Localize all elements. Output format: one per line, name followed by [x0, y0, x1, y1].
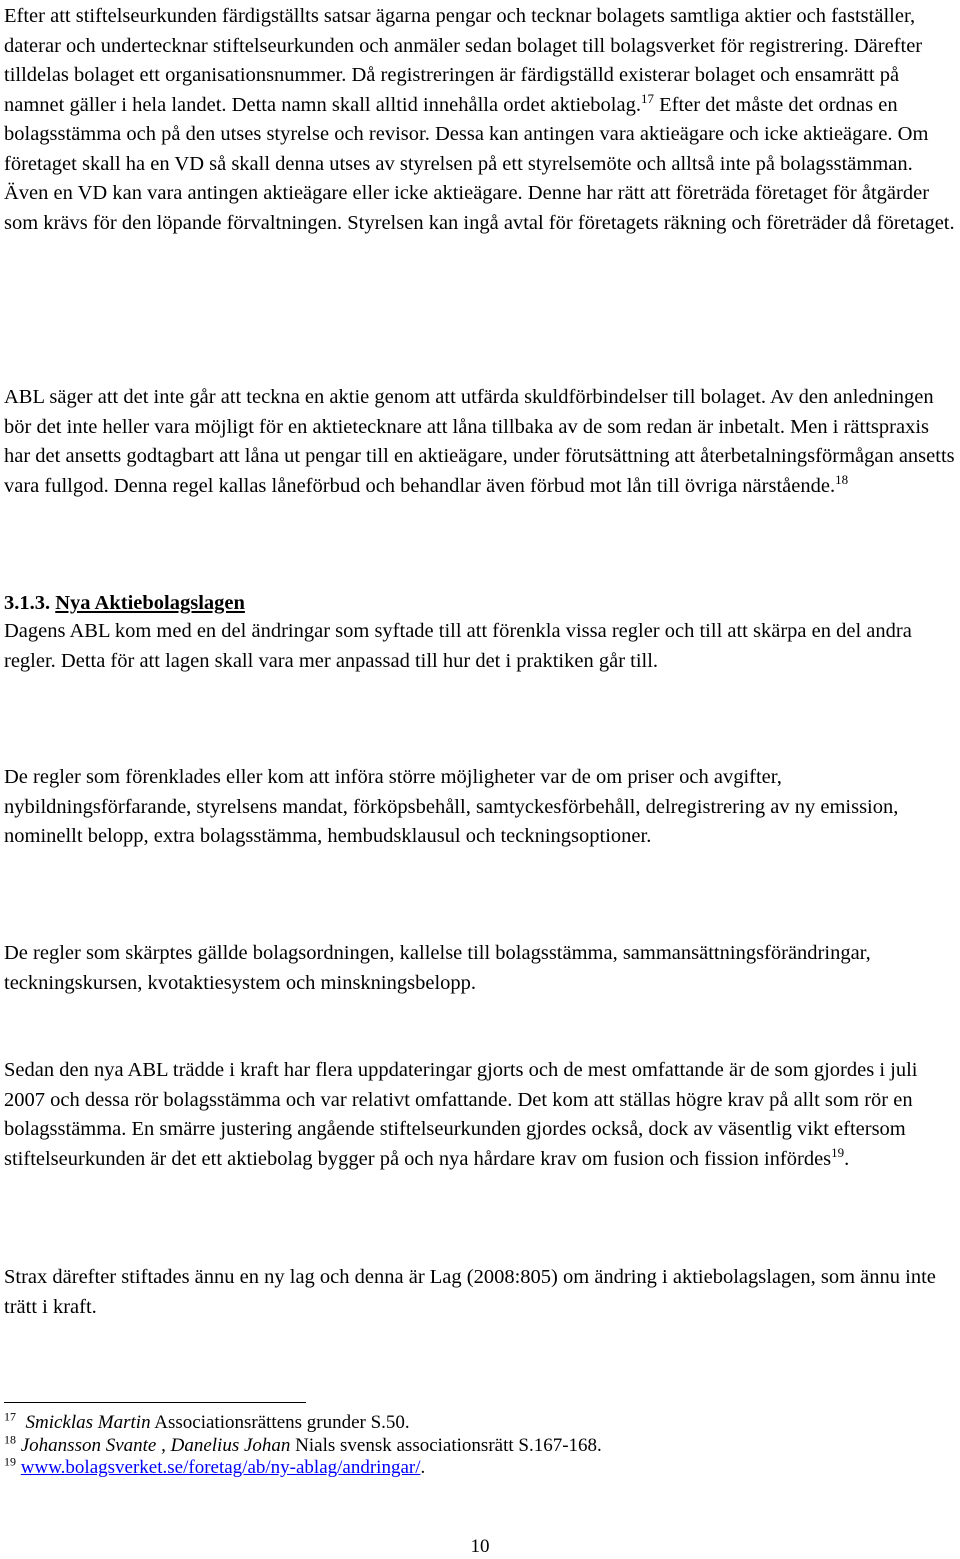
- paragraph-text: Efter det måste det ordnas en bolagsstämma och på den utses styrelse och revisor. Dessa kan antingen vara aktieägare och icke aktieägare. Om företaget skall ha en VD så skall denna utses av styrelsen på ett styrelsemöte och alltså inte på bolagsstämman. Även en VD kan vara antingen aktieägare eller icke aktieägare. Denne har rätt att företräda företaget för åtgärder som krävs för den löpande förvaltningen. Styrelsen kan ingå avtal för företagets räkning och företräder då företaget.: [4, 93, 955, 234]
- footnote-separator: ,: [156, 1434, 171, 1456]
- paragraph-skarpta-regler: [4, 939, 956, 998]
- paragraph-text: Sedan den nya ABL trädde i kraft har flera uppdateringar gjorts och de mest omfattande är de som gjordes i juli 2007 och dessa rör bolagsstämma och var relativt omfattande. Det kom att ställas högre krav på allt som rör en bolagsstämma. En smärre justering angående stiftelseurkunden gjordes också, dock av väsentlig vikt eftersom stiftelseurkunden är det ett aktiebolag bygger på och nya hårdare krav om fusion och fission infördes: [4, 1059, 918, 1170]
- paragraph-dagens-abl: [4, 617, 956, 676]
- footnote-number: 19: [4, 1454, 16, 1469]
- footnote-18: [4, 1432, 956, 1458]
- section-number: 3.1.3.: [4, 592, 56, 614]
- footnote-text: .: [420, 1457, 426, 1478]
- paragraph-text: .: [844, 1147, 850, 1170]
- footnote-text: Nials svensk associationsrätt S.167-168.: [290, 1434, 602, 1456]
- footnote-text: Associationsrättens grunder S.50.: [150, 1412, 410, 1433]
- footnote-author: Smicklas Martin: [25, 1412, 151, 1433]
- paragraph-text: ABL säger att det inte går att teckna en aktie genom att utfärda skuldförbindelser till bolaget. Av den anledningen bör det inte heller vara möjligt för en aktietecknare att låna tillbaka av de som redan är inbetalt. Men i rättspraxis har det ansetts godtagbart att låna ut pengar till en aktieägare, under förutsättning att återbetalningsförmågan ansetts vara fullgod. Denna regel kallas låneförbud och behandlar även förbud mot lån till övriga närstående.: [4, 386, 955, 497]
- footnote-ref-18: 18: [835, 471, 849, 487]
- footnotes: [4, 1409, 956, 1480]
- footnote-number: 18: [4, 1432, 16, 1447]
- footnote-19: [4, 1454, 956, 1480]
- footnote-author: Johansson Svante: [20, 1434, 157, 1456]
- paragraph-ny-lag: [4, 1263, 956, 1322]
- paragraph-text: Efter att stiftelseurkunden färdigställts satsar ägarna pengar och tecknar bolagets samtliga aktier och fastställer, daterar och undertecknar stiftelseurkunden och anmäler sedan bolaget till bolagsverket för registrering. Därefter tilldelas bolaget ett organisationsnummer. Då registreringen är färdigställd existerar bolaget och ensamrätt på namnet gäller i hela landet. Detta namn skall alltid innehålla ordet aktiebolag.: [4, 5, 923, 116]
- footnote-17: [4, 1409, 956, 1435]
- paragraph-text: De regler som förenklades eller kom att införa större möjligheter var de om priser och avgifter, nybildningsförfarande, styrelsens mandat, förköpsbehåll, samtyckesförbehåll, delregistrering av ny emission, nominellt belopp, extra bolagsstämma, hembudsklausul och teckningsoptioner.: [4, 766, 899, 847]
- paragraph-stiftelseurkund: [4, 2, 956, 238]
- page-number: 10: [470, 1536, 490, 1557]
- section-heading: [4, 589, 245, 619]
- paragraph-text: Dagens ABL kom med en del ändringar som syftade till att förenkla vissa regler och till att skärpa en del andra regler. Detta för att lagen skall vara mer anpassad till hur det i praktiken går till.: [4, 620, 912, 672]
- footnote-author: Danelius Johan: [170, 1434, 291, 1456]
- paragraph-text: De regler som skärptes gällde bolagsordningen, kallelse till bolagsstämma, sammansättningsförändringar, teckningskursen, kvotaktiesystem och minskningsbelopp.: [4, 942, 871, 994]
- paragraph-laneforbud: [4, 383, 956, 501]
- paragraph-forenklade-regler: [4, 763, 956, 852]
- footnote-link[interactable]: www.bolagsverket.se/foretag/ab/ny-ablag/andringar/: [20, 1457, 421, 1478]
- paragraph-text: Strax därefter stiftades ännu en ny lag och denna är Lag (2008:805) om ändring i aktiebolagslagen, som ännu inte trätt i kraft.: [4, 1266, 936, 1318]
- footnote-divider: [4, 1402, 306, 1403]
- section-title: Nya Aktiebolagslagen: [55, 592, 245, 614]
- paragraph-uppdateringar: [4, 1056, 956, 1174]
- footnote-ref-17: 17: [640, 90, 654, 106]
- footnote-ref-19: 19: [831, 1144, 845, 1160]
- footnote-number: 17: [4, 1409, 16, 1424]
